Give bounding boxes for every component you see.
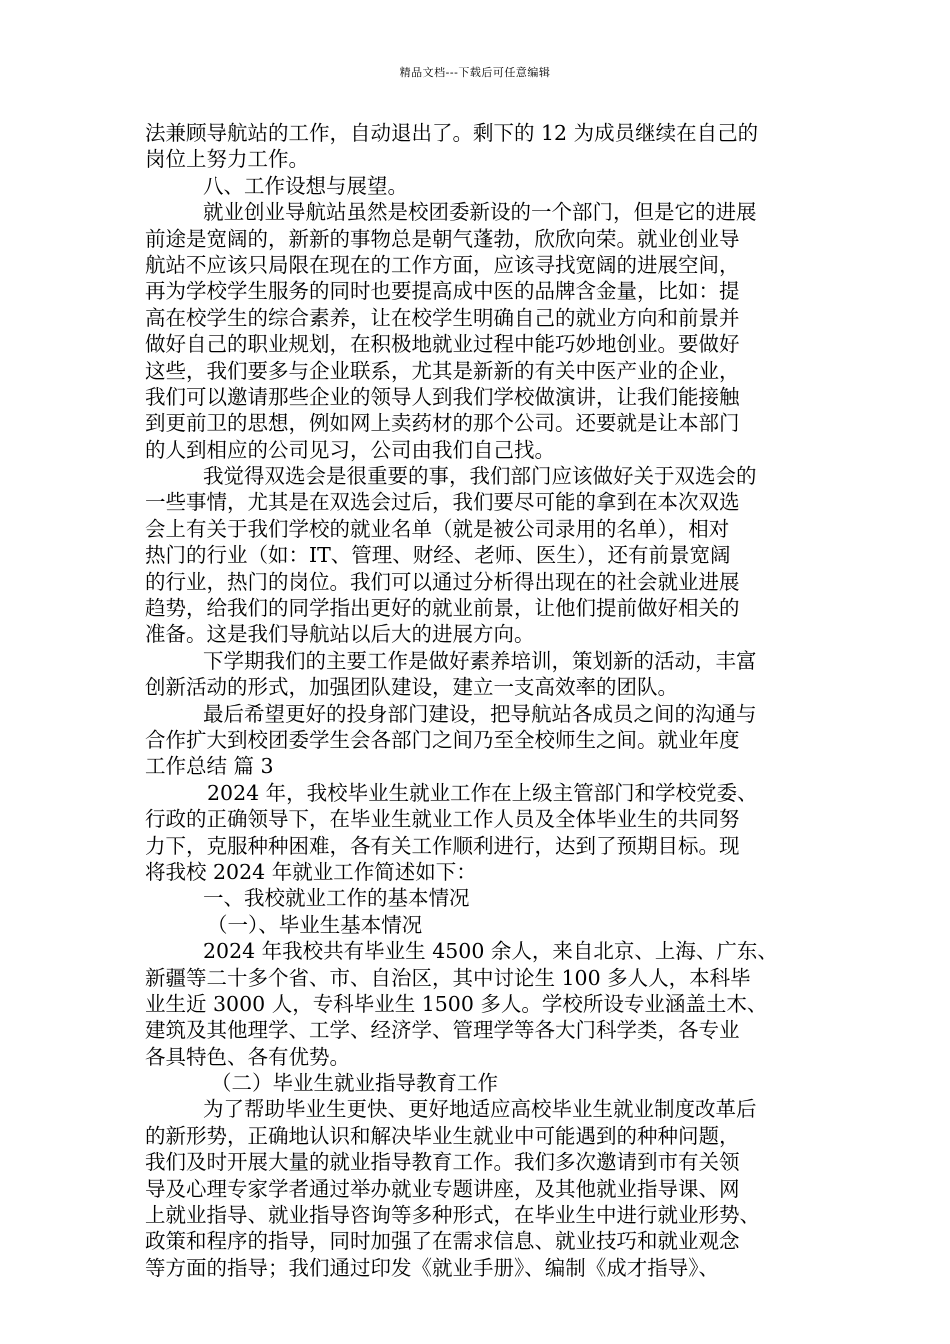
text-line: 准备。这是我们导航站以后大的进展方向。 xyxy=(145,622,535,647)
text-line: 岗位上努力工作。 xyxy=(145,147,309,172)
text-line: 我们可以邀请那些企业的领导人到我们学校做演讲，让我们能接触 xyxy=(145,384,740,409)
text-line: 就业创业导航站虽然是校团委新设的一个部门，但是它的进展 xyxy=(203,200,757,225)
text-line: 等方面的指导；我们通过印发《就业手册》、编制《成才指导》、 xyxy=(145,1255,719,1280)
text-line: 下学期我们的主要工作是做好素养培训，策划新的活动，丰富 xyxy=(203,648,757,673)
text-line: 我觉得双选会是很重要的事，我们部门应该做好关于双选会的 xyxy=(203,464,757,489)
text-line: 法兼顾导航站的工作，自动退出了。剩下的 12 为成员继续在自己的 xyxy=(145,121,759,145)
text-line: 热门的行业（如：IT、管理、财经、老师、医生），还有前景宽阔 xyxy=(145,543,731,568)
text-line: 的新形势，正确地认识和解决毕业生就业中可能遇到的种种问题， xyxy=(145,1123,740,1148)
text-line: 力下，克服种种困难，各有关工作顺利进行，达到了预期目标。现 xyxy=(145,833,740,858)
text-line: 的人到相应的公司见习，公司由我们自己找。 xyxy=(145,437,555,462)
text-line: 政策和程序的指导，同时加强了在需求信息、就业技巧和就业观念 xyxy=(145,1229,740,1254)
text-line: 高在校学生的综合素养，让在校学生明确自己的就业方向和前景并 xyxy=(145,305,740,330)
text-line: 的行业，热门的岗位。我们可以通过分析得出现在的社会就业进展 xyxy=(145,569,740,594)
text-line: 我们及时开展大量的就业指导教育工作。我们多次邀请到市有关领 xyxy=(145,1150,740,1175)
text-line: 业生近 3000 人，专科毕业生 1500 多人。学校所设专业涵盖土木、 xyxy=(145,991,768,1016)
text-line: 最后希望更好的投身部门建设，把导航站各成员之间的沟通与 xyxy=(203,701,757,726)
text-line: 行政的正确领导下，在毕业生就业工作人员及全体毕业生的共同努 xyxy=(145,807,740,832)
text-line: 工作总结 篇 3 xyxy=(145,754,274,779)
document-body xyxy=(145,120,813,1281)
section-heading: 八、工作设想与展望。 xyxy=(203,173,408,198)
text-line: 前途是宽阔的，新新的事物总是朝气蓬勃，欣欣向荣。就业创业导 xyxy=(145,226,740,251)
subsection-heading: （二）毕业生就业指导教育工作 xyxy=(211,1071,498,1096)
text-line: 到更前卫的思想，例如网上卖药材的那个公司。还要就是让本部门 xyxy=(145,411,740,436)
page-header: 精品文档---下载后可任意编辑 xyxy=(399,66,551,79)
text-line: 各具特色、各有优势。 xyxy=(145,1044,350,1069)
text-line: 2024 年，我校毕业生就业工作在上级主管部门和学校党委、 xyxy=(207,780,758,805)
text-line: 上就业指导、就业指导咨询等多种形式，在毕业生中进行就业形势、 xyxy=(145,1203,760,1228)
text-line: 做好自己的职业规划，在积极地就业过程中能巧妙地创业。要做好 xyxy=(145,332,740,357)
text-line: 航站不应该只局限在现在的工作方面，应该寻找宽阔的进展空间， xyxy=(145,252,740,277)
text-line: 合作扩大到校团委学生会各部门之间乃至全校师生之间。就业年度 xyxy=(145,727,740,752)
text-line: 再为学校学生服务的同时也要提高成中医的品牌含金量，比如：提 xyxy=(145,279,740,304)
subsection-heading: （一）、毕业生基本情况 xyxy=(207,912,423,937)
text-line: 趋势，给我们的同学指出更好的就业前景，让他们提前做好相关的 xyxy=(145,596,740,621)
text-line: 会上有关于我们学校的就业名单（就是被公司录用的名单），相对 xyxy=(145,516,730,541)
text-line: 建筑及其他理学、工学、经济学、管理学等各大门科学类，各专业 xyxy=(145,1018,740,1043)
text-line: 创新活动的形式，加强团队建设，建立一支高效率的团队。 xyxy=(145,675,678,700)
section-heading: 一、我校就业工作的基本情况 xyxy=(203,886,470,911)
text-line: 新疆等二十多个省、市、自治区，其中讨论生 100 多人人，本科毕 xyxy=(145,965,751,990)
text-line: 2024 年我校共有毕业生 4500 余人，来自北京、上海、广东、 xyxy=(203,939,778,964)
text-line: 导及心理专家学者通过举办就业专题讲座，及其他就业指导课、网 xyxy=(145,1176,740,1201)
text-line: 一些事情，尤其是在双选会过后，我们要尽可能的拿到在本次双选 xyxy=(145,490,740,515)
text-line: 这些，我们要多与企业联系，尤其是新新的有关中医产业的企业， xyxy=(145,358,740,383)
text-line: 为了帮助毕业生更快、更好地适应高校毕业生就业制度改革后 xyxy=(203,1097,757,1122)
text-line: 将我校 2024 年就业工作简述如下： xyxy=(145,859,477,884)
